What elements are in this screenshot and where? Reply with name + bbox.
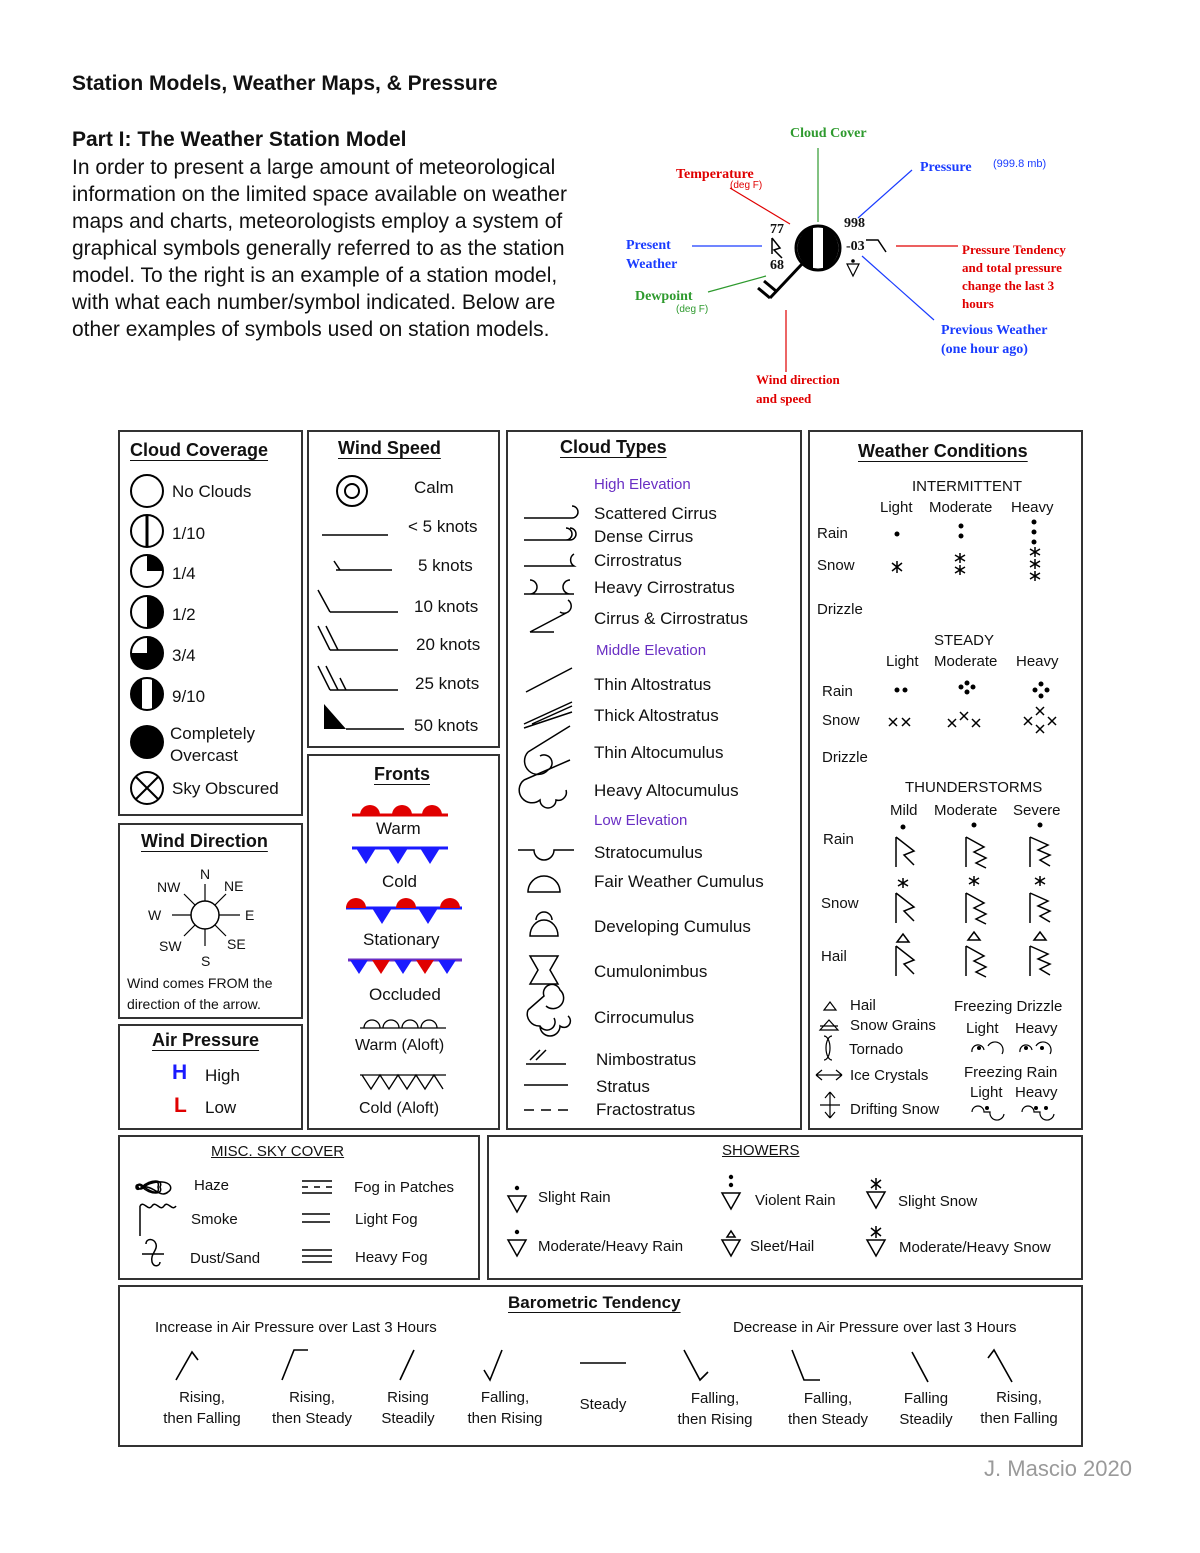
baro-label-1a: Rising, <box>179 1389 225 1406</box>
footer-credit: J. Mascio 2020 <box>984 1456 1132 1481</box>
low-pressure-symbol: L <box>174 1094 187 1117</box>
ct-thin-altostratus: Thin Altostratus <box>594 675 712 694</box>
ct-cirrostratus: Cirrostratus <box>594 551 682 570</box>
baro-increase: Increase in Air Pressure over Last 3 Hours <box>155 1319 437 1336</box>
ct-heavy-altocumulus: Heavy Altocumulus <box>594 781 739 800</box>
wc-thunderstorms: THUNDERSTORMS <box>905 779 1043 796</box>
label-cloud-cover: Cloud Cover <box>790 126 867 141</box>
label-pressure-value: (999.8 mb) <box>993 158 1047 170</box>
cc-1-10: 1/10 <box>172 524 206 543</box>
label-wind-1: Wind direction <box>756 372 840 387</box>
ws-lt5: < 5 knots <box>408 517 478 536</box>
cloud-coverage-heading: Cloud Coverage <box>130 440 269 460</box>
wc-steady: STEADY <box>934 632 995 649</box>
label-dew-unit: (deg F) <box>676 304 709 315</box>
wc-int-rain: Rain <box>817 525 848 542</box>
wd-ne: NE <box>224 878 244 894</box>
wd-note-2: direction of the arrow. <box>127 996 261 1012</box>
label-pressure: Pressure <box>920 160 972 175</box>
front-cold: Cold <box>382 872 417 891</box>
ct-nimbostratus: Nimbostratus <box>596 1050 697 1069</box>
wc-fr-heavy: Heavy <box>1015 1084 1058 1101</box>
cc-no-clouds: No Clouds <box>172 482 252 501</box>
label-tendency-4: hours <box>962 296 994 311</box>
ct-fractostratus: Fractostratus <box>596 1100 696 1119</box>
wc-ts-severe: Severe <box>1013 802 1061 819</box>
weather-conditions-heading: Weather Conditions <box>858 441 1028 461</box>
baro-decrease: Decrease in Air Pressure over last 3 Hours <box>733 1319 1017 1336</box>
ct-thick-altostratus: Thick Altostratus <box>594 706 719 725</box>
shower-violent-rain: Violent Rain <box>755 1192 836 1209</box>
ct-cirrus-cirrostratus: Cirrus & Cirrostratus <box>594 609 748 628</box>
showers-heading: SHOWERS <box>722 1142 800 1159</box>
label-previous-weather-2: (one hour ago) <box>941 342 1028 357</box>
wind-direction-heading: Wind Direction <box>141 831 268 851</box>
front-warm-aloft: Warm (Aloft) <box>355 1037 445 1054</box>
shower-moderate-snow: Moderate/Heavy Snow <box>899 1239 1051 1256</box>
wc-fd-light: Light <box>966 1020 999 1037</box>
high-pressure-symbol: H <box>172 1061 188 1084</box>
part1-heading: Part I: The Weather Station Model <box>72 128 407 151</box>
ct-high-label: High Elevation <box>594 476 691 493</box>
wc-int-heavy: Heavy <box>1011 499 1054 516</box>
label-temperature: Temperature <box>676 167 754 182</box>
label-present-weather: Present <box>626 238 671 253</box>
wc-ts-moderate: Moderate <box>934 802 998 819</box>
ct-cumulonimbus: Cumulonimbus <box>594 962 708 981</box>
wc-ts-rain: Rain <box>823 831 854 848</box>
wc-st-heavy: Heavy <box>1016 653 1059 670</box>
wd-s: S <box>201 953 211 969</box>
ct-scattered-cirrus: Scattered Cirrus <box>594 504 717 523</box>
wc-drifting-snow: Drifting Snow <box>850 1101 940 1118</box>
wc-st-moderate: Moderate <box>934 653 998 670</box>
shower-slight-rain: Slight Rain <box>538 1189 611 1206</box>
front-warm: Warm <box>376 819 421 838</box>
wd-w: W <box>148 907 162 923</box>
wc-tornado: Tornado <box>849 1041 904 1058</box>
cc-3-4: 3/4 <box>172 646 196 665</box>
wc-int-light: Light <box>880 499 913 516</box>
ws-25: 25 knots <box>415 674 480 693</box>
air-pressure-low: Low <box>205 1098 237 1117</box>
air-pressure-high: High <box>205 1066 240 1085</box>
station-tendency-value: -03 <box>846 239 865 254</box>
wc-snow-grains: Snow Grains <box>850 1017 936 1034</box>
wc-st-drizzle: Drizzle <box>822 749 868 766</box>
label-tendency-2: and total pressure <box>962 260 1062 275</box>
baro-label-8a: Falling <box>903 1390 949 1407</box>
baro-label-3b: Steadily <box>381 1410 435 1427</box>
wc-int-drizzle: Drizzle <box>817 601 863 618</box>
misc-fog-patches: Fog in Patches <box>354 1179 455 1196</box>
wd-n: N <box>200 866 211 882</box>
front-cold-aloft: Cold (Aloft) <box>359 1100 440 1117</box>
wc-int-moderate: Moderate <box>929 499 993 516</box>
misc-heavy-fog: Heavy Fog <box>355 1249 428 1266</box>
ct-middle-label: Middle Elevation <box>596 642 707 659</box>
page-title: Station Models, Weather Maps, & Pressure <box>72 72 498 95</box>
baro-label-4b: then Rising <box>467 1410 543 1427</box>
label-dewpoint: Dewpoint <box>635 289 693 304</box>
baro-label-3a: Rising <box>387 1389 429 1406</box>
wc-fd-heavy: Heavy <box>1015 1020 1058 1037</box>
baro-label-9a: Rising, <box>996 1389 1042 1406</box>
misc-light-fog: Light Fog <box>355 1211 418 1228</box>
cc-overcast: Overcast <box>170 746 239 765</box>
station-temp-value: 77 <box>770 222 784 237</box>
ct-dense-cirrus: Dense Cirrus <box>594 527 694 546</box>
baro-label-2a: Rising, <box>289 1389 335 1406</box>
wind-speed-heading: Wind Speed <box>338 438 441 458</box>
wc-int-snow: Snow <box>817 557 855 574</box>
ws-50: 50 knots <box>414 716 479 735</box>
front-stationary: Stationary <box>363 930 440 949</box>
ct-fair-cumulus: Fair Weather Cumulus <box>594 872 764 891</box>
station-dew-value: 68 <box>770 258 784 273</box>
wc-st-rain: Rain <box>822 683 853 700</box>
baro-label-5: Steady <box>579 1396 627 1413</box>
ct-low-label: Low Elevation <box>594 812 688 829</box>
wd-e: E <box>245 907 255 923</box>
label-previous-weather: Previous Weather <box>941 323 1048 338</box>
wc-intermittent: INTERMITTENT <box>912 478 1022 495</box>
cc-9-10: 9/10 <box>172 687 206 706</box>
cc-sky-obscured: Sky Obscured <box>172 779 279 798</box>
baro-label-9b: then Falling <box>980 1410 1058 1427</box>
shower-slight-snow: Slight Snow <box>898 1193 978 1210</box>
station-pressure-value: 998 <box>844 216 865 231</box>
cloud-types-heading: Cloud Types <box>560 437 667 457</box>
wc-ts-hail: Hail <box>821 948 847 965</box>
label-tendency-1: Pressure Tendency <box>962 242 1066 257</box>
baro-label-1b: then Falling <box>163 1410 241 1427</box>
part1-body: In order to present a large amount of meteorological information on the limited space available on weather maps and charts, meteorologists employ a system of graphical symbols generally referred to as the station model. To the right is an example of a station model, with what each number/symbol indicated. Below are other examples of symbols used on station models. <box>72 156 567 341</box>
misc-sky-heading: MISC. SKY COVER <box>211 1143 345 1160</box>
wd-nw: NW <box>157 879 181 895</box>
label-wind-2: and speed <box>756 391 812 406</box>
fronts-heading: Fronts <box>374 764 430 784</box>
wd-note-1: Wind comes FROM the <box>127 975 273 991</box>
misc-smoke: Smoke <box>191 1211 238 1228</box>
baro-label-4a: Falling, <box>480 1389 530 1406</box>
misc-dust-sand: Dust/Sand <box>190 1250 261 1267</box>
label-present-weather-2: Weather <box>626 257 678 272</box>
barometric-heading: Barometric Tendency <box>508 1293 681 1312</box>
air-pressure-heading: Air Pressure <box>152 1030 260 1050</box>
shower-sleet-hail: Sleet/Hail <box>750 1238 815 1255</box>
label-temp-unit: (deg F) <box>730 180 763 191</box>
cc-1-2: 1/2 <box>172 605 196 624</box>
wc-freezing-drizzle: Freezing Drizzle <box>954 998 1063 1015</box>
wc-st-snow: Snow <box>822 712 860 729</box>
wc-fr-light: Light <box>970 1084 1003 1101</box>
ct-thin-altocumulus: Thin Altocumulus <box>594 743 724 762</box>
wc-ice-crystals: Ice Crystals <box>850 1067 929 1084</box>
wd-sw: SW <box>159 938 182 954</box>
misc-haze: Haze <box>194 1177 230 1194</box>
cc-1-4: 1/4 <box>172 564 196 583</box>
shower-moderate-rain: Moderate/Heavy Rain <box>538 1238 684 1255</box>
baro-label-7a: Falling, <box>803 1390 853 1407</box>
ws-calm: Calm <box>414 478 454 497</box>
ws-10: 10 knots <box>414 597 479 616</box>
baro-label-8b: Steadily <box>899 1411 953 1428</box>
front-occluded: Occluded <box>369 985 441 1004</box>
baro-label-6a: Falling, <box>690 1390 740 1407</box>
ct-heavy-cirrostratus: Heavy Cirrostratus <box>594 578 735 597</box>
wc-ts-mild: Mild <box>890 802 918 819</box>
wc-st-light: Light <box>886 653 919 670</box>
ct-cirrocumulus: Cirrocumulus <box>594 1008 695 1027</box>
wc-freezing-rain: Freezing Rain <box>964 1064 1058 1081</box>
baro-label-6b: then Rising <box>677 1411 753 1428</box>
wc-ts-snow: Snow <box>821 895 859 912</box>
ws-20: 20 knots <box>416 635 481 654</box>
ws-5: 5 knots <box>418 556 473 575</box>
label-tendency-3: change the last 3 <box>962 278 1055 293</box>
baro-label-2b: then Steady <box>271 1410 353 1427</box>
ct-developing-cumulus: Developing Cumulus <box>594 917 751 936</box>
cc-completely: Completely <box>170 724 256 743</box>
ct-stratus: Stratus <box>596 1077 650 1096</box>
ct-stratocumulus: Stratocumulus <box>594 843 703 862</box>
wd-se: SE <box>227 936 246 952</box>
baro-label-7b: then Steady <box>787 1411 869 1428</box>
wc-hail: Hail <box>850 997 876 1014</box>
